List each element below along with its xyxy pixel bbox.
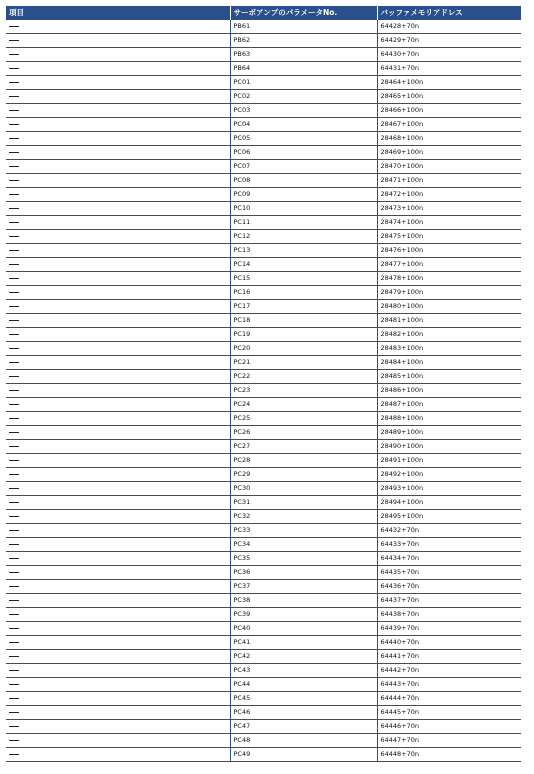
buffer-address-cell: 28468+100n <box>377 132 521 146</box>
buffer-address-cell: 28479+100n <box>377 286 521 300</box>
item-dash <box>9 740 19 741</box>
item-dash <box>9 418 19 419</box>
table-row <box>6 286 521 300</box>
table-row <box>6 90 521 104</box>
table-row <box>6 482 521 496</box>
buffer-address-cell: 64429+70n <box>377 34 521 48</box>
item-dash <box>9 530 19 531</box>
buffer-address-cell: 28471+100n <box>377 174 521 188</box>
buffer-address-cell: 28485+100n <box>377 370 521 384</box>
item-cell <box>6 300 230 314</box>
item-cell <box>6 622 230 636</box>
param-no-cell: PC34 <box>230 538 377 552</box>
table-row <box>6 692 521 706</box>
param-no-cell: PC27 <box>230 440 377 454</box>
table-row <box>6 734 521 748</box>
item-dash <box>9 68 19 69</box>
buffer-address-cell: 28478+100n <box>377 272 521 286</box>
buffer-address-cell: 28470+100n <box>377 160 521 174</box>
buffer-address-cell: 64440+70n <box>377 636 521 650</box>
table-row <box>6 216 521 230</box>
buffer-address-cell: 64442+70n <box>377 664 521 678</box>
table-row <box>6 594 521 608</box>
buffer-address-cell: 28486+100n <box>377 384 521 398</box>
item-dash <box>9 726 19 727</box>
item-cell <box>6 608 230 622</box>
buffer-address-cell: 28473+100n <box>377 202 521 216</box>
table-header-row <box>6 6 521 20</box>
buffer-address-cell: 64446+70n <box>377 720 521 734</box>
item-cell <box>6 566 230 580</box>
param-no-cell: PC20 <box>230 342 377 356</box>
item-cell <box>6 202 230 216</box>
buffer-address-cell: 28464+100n <box>377 76 521 90</box>
table-row <box>6 342 521 356</box>
param-no-cell: PC25 <box>230 412 377 426</box>
table-row <box>6 496 521 510</box>
buffer-address-cell: 28465+100n <box>377 90 521 104</box>
table-row <box>6 160 521 174</box>
item-dash <box>9 334 19 335</box>
param-no-cell: PC30 <box>230 482 377 496</box>
item-cell <box>6 328 230 342</box>
item-dash <box>9 544 19 545</box>
table-row <box>6 188 521 202</box>
param-no-cell: PC15 <box>230 272 377 286</box>
buffer-address-cell: 28480+100n <box>377 300 521 314</box>
table-row <box>6 314 521 328</box>
item-cell <box>6 706 230 720</box>
item-cell <box>6 496 230 510</box>
table-row <box>6 566 521 580</box>
item-dash <box>9 40 19 41</box>
param-no-cell: PB61 <box>230 20 377 34</box>
item-cell <box>6 230 230 244</box>
item-dash <box>9 712 19 713</box>
item-cell <box>6 664 230 678</box>
table-row <box>6 664 521 678</box>
table-row <box>6 174 521 188</box>
item-dash <box>9 446 19 447</box>
buffer-address-cell: 28476+100n <box>377 244 521 258</box>
param-no-cell: PC12 <box>230 230 377 244</box>
item-dash <box>9 26 19 27</box>
buffer-address-cell: 64437+70n <box>377 594 521 608</box>
table-row <box>6 370 521 384</box>
buffer-address-cell: 64432+70n <box>377 524 521 538</box>
param-no-cell: PC48 <box>230 734 377 748</box>
item-cell <box>6 580 230 594</box>
table-row <box>6 524 521 538</box>
item-dash <box>9 82 19 83</box>
item-cell <box>6 160 230 174</box>
table-row <box>6 328 521 342</box>
table-row <box>6 510 521 524</box>
item-dash <box>9 558 19 559</box>
item-cell <box>6 650 230 664</box>
table-row <box>6 678 521 692</box>
item-cell <box>6 636 230 650</box>
param-no-cell: PC44 <box>230 678 377 692</box>
param-no-cell: PC11 <box>230 216 377 230</box>
table-row <box>6 720 521 734</box>
item-cell <box>6 244 230 258</box>
param-no-cell: PC16 <box>230 286 377 300</box>
item-cell <box>6 146 230 160</box>
param-no-cell: PC02 <box>230 90 377 104</box>
param-no-cell: PC39 <box>230 608 377 622</box>
table-row <box>6 552 521 566</box>
item-cell <box>6 20 230 34</box>
item-cell <box>6 62 230 76</box>
param-no-cell: PB64 <box>230 62 377 76</box>
buffer-address-cell: 64433+70n <box>377 538 521 552</box>
item-cell <box>6 692 230 706</box>
buffer-address-cell: 28474+100n <box>377 216 521 230</box>
table-row <box>6 244 521 258</box>
table-row <box>6 62 521 76</box>
item-cell <box>6 48 230 62</box>
param-no-cell: PC09 <box>230 188 377 202</box>
item-dash <box>9 572 19 573</box>
item-cell <box>6 524 230 538</box>
buffer-address-cell: 28492+100n <box>377 468 521 482</box>
table-row <box>6 580 521 594</box>
param-no-cell: PC05 <box>230 132 377 146</box>
table-row <box>6 636 521 650</box>
param-no-cell: PC03 <box>230 104 377 118</box>
buffer-address-cell: 28484+100n <box>377 356 521 370</box>
item-cell <box>6 384 230 398</box>
buffer-address-cell: 28494+100n <box>377 496 521 510</box>
buffer-address-cell: 28491+100n <box>377 454 521 468</box>
item-dash <box>9 250 19 251</box>
header-buffer-memory-address: バッファメモリアドレス <box>377 6 521 20</box>
buffer-address-cell: 64428+70n <box>377 20 521 34</box>
param-no-cell: PC06 <box>230 146 377 160</box>
param-no-cell: PC35 <box>230 552 377 566</box>
param-no-cell: PC33 <box>230 524 377 538</box>
item-dash <box>9 208 19 209</box>
table-row <box>6 454 521 468</box>
buffer-address-cell: 28493+100n <box>377 482 521 496</box>
item-cell <box>6 174 230 188</box>
item-cell <box>6 440 230 454</box>
table-row <box>6 300 521 314</box>
table-row <box>6 48 521 62</box>
item-cell <box>6 216 230 230</box>
table-row <box>6 202 521 216</box>
item-dash <box>9 502 19 503</box>
item-cell <box>6 510 230 524</box>
table-row <box>6 440 521 454</box>
parameter-address-table <box>6 6 521 762</box>
table-row <box>6 258 521 272</box>
item-dash <box>9 138 19 139</box>
item-dash <box>9 180 19 181</box>
item-dash <box>9 656 19 657</box>
param-no-cell: PC22 <box>230 370 377 384</box>
item-dash <box>9 166 19 167</box>
item-cell <box>6 678 230 692</box>
item-cell <box>6 104 230 118</box>
param-no-cell: PC24 <box>230 398 377 412</box>
param-no-cell: PC31 <box>230 496 377 510</box>
item-dash <box>9 152 19 153</box>
param-no-cell: PC36 <box>230 566 377 580</box>
param-no-cell: PC14 <box>230 258 377 272</box>
item-dash <box>9 474 19 475</box>
table-row <box>6 622 521 636</box>
table-row <box>6 650 521 664</box>
table-row <box>6 538 521 552</box>
item-dash <box>9 362 19 363</box>
buffer-address-cell: 64438+70n <box>377 608 521 622</box>
item-cell <box>6 118 230 132</box>
item-dash <box>9 684 19 685</box>
param-no-cell: PC38 <box>230 594 377 608</box>
buffer-address-cell: 28467+100n <box>377 118 521 132</box>
param-no-cell: PC21 <box>230 356 377 370</box>
item-cell <box>6 468 230 482</box>
table-row <box>6 608 521 622</box>
table-row <box>6 398 521 412</box>
table-row <box>6 118 521 132</box>
table-row <box>6 748 521 762</box>
item-cell <box>6 426 230 440</box>
buffer-address-cell: 64435+70n <box>377 566 521 580</box>
param-no-cell: PC45 <box>230 692 377 706</box>
table-row <box>6 146 521 160</box>
buffer-address-cell: 64444+70n <box>377 692 521 706</box>
item-cell <box>6 272 230 286</box>
param-no-cell: PC17 <box>230 300 377 314</box>
param-no-cell: PC01 <box>230 76 377 90</box>
item-dash <box>9 754 19 755</box>
table-row <box>6 132 521 146</box>
header-servo-param-no: サーボアンプのパラメータNo. <box>230 6 377 20</box>
item-cell <box>6 90 230 104</box>
table-row <box>6 356 521 370</box>
item-cell <box>6 132 230 146</box>
param-no-cell: PC07 <box>230 160 377 174</box>
buffer-address-cell: 28466+100n <box>377 104 521 118</box>
item-cell <box>6 34 230 48</box>
table-row <box>6 230 521 244</box>
item-dash <box>9 110 19 111</box>
item-dash <box>9 642 19 643</box>
item-dash <box>9 96 19 97</box>
param-no-cell: PC19 <box>230 328 377 342</box>
table-row <box>6 104 521 118</box>
item-dash <box>9 586 19 587</box>
item-cell <box>6 594 230 608</box>
item-dash <box>9 698 19 699</box>
item-dash <box>9 628 19 629</box>
table-row <box>6 412 521 426</box>
param-no-cell: PC28 <box>230 454 377 468</box>
table-row <box>6 34 521 48</box>
item-cell <box>6 314 230 328</box>
buffer-address-cell: 28483+100n <box>377 342 521 356</box>
item-dash <box>9 124 19 125</box>
item-cell <box>6 734 230 748</box>
buffer-address-cell: 64431+70n <box>377 62 521 76</box>
param-no-cell: PC13 <box>230 244 377 258</box>
item-dash <box>9 670 19 671</box>
buffer-address-cell: 28487+100n <box>377 398 521 412</box>
item-cell <box>6 356 230 370</box>
item-dash <box>9 460 19 461</box>
param-no-cell: PC37 <box>230 580 377 594</box>
item-cell <box>6 748 230 762</box>
buffer-address-cell: 28490+100n <box>377 440 521 454</box>
param-no-cell: PC46 <box>230 706 377 720</box>
param-no-cell: PC41 <box>230 636 377 650</box>
buffer-address-cell: 64439+70n <box>377 622 521 636</box>
item-cell <box>6 720 230 734</box>
buffer-address-cell: 64436+70n <box>377 580 521 594</box>
item-cell <box>6 370 230 384</box>
item-dash <box>9 488 19 489</box>
param-no-cell: PC40 <box>230 622 377 636</box>
header-item: 項目 <box>6 6 230 20</box>
buffer-address-cell: 64447+70n <box>377 734 521 748</box>
table-row <box>6 20 521 34</box>
param-no-cell: PC47 <box>230 720 377 734</box>
table-row <box>6 272 521 286</box>
buffer-address-cell: 28495+100n <box>377 510 521 524</box>
item-dash <box>9 516 19 517</box>
buffer-address-cell: 28477+100n <box>377 258 521 272</box>
buffer-address-cell: 64443+70n <box>377 678 521 692</box>
item-cell <box>6 454 230 468</box>
param-no-cell: PC23 <box>230 384 377 398</box>
table-row <box>6 76 521 90</box>
item-dash <box>9 390 19 391</box>
param-no-cell: PC10 <box>230 202 377 216</box>
buffer-address-cell: 64441+70n <box>377 650 521 664</box>
param-no-cell: PC42 <box>230 650 377 664</box>
buffer-address-cell: 28488+100n <box>377 412 521 426</box>
item-cell <box>6 398 230 412</box>
buffer-address-cell: 28472+100n <box>377 188 521 202</box>
item-dash <box>9 348 19 349</box>
buffer-address-cell: 64430+70n <box>377 48 521 62</box>
item-cell <box>6 342 230 356</box>
param-no-cell: PC49 <box>230 748 377 762</box>
buffer-address-cell: 28489+100n <box>377 426 521 440</box>
table <box>6 6 521 762</box>
buffer-address-cell: 28469+100n <box>377 146 521 160</box>
item-cell <box>6 188 230 202</box>
item-cell <box>6 76 230 90</box>
item-dash <box>9 404 19 405</box>
item-cell <box>6 482 230 496</box>
item-dash <box>9 222 19 223</box>
param-no-cell: PB62 <box>230 34 377 48</box>
item-dash <box>9 376 19 377</box>
param-no-cell: PC43 <box>230 664 377 678</box>
table-row <box>6 384 521 398</box>
item-dash <box>9 306 19 307</box>
table-row <box>6 426 521 440</box>
item-dash <box>9 432 19 433</box>
item-cell <box>6 412 230 426</box>
param-no-cell: PC29 <box>230 468 377 482</box>
table-row <box>6 706 521 720</box>
item-dash <box>9 614 19 615</box>
item-dash <box>9 194 19 195</box>
table-row <box>6 468 521 482</box>
item-dash <box>9 54 19 55</box>
param-no-cell: PC08 <box>230 174 377 188</box>
item-cell <box>6 258 230 272</box>
item-dash <box>9 292 19 293</box>
item-cell <box>6 286 230 300</box>
param-no-cell: PC04 <box>230 118 377 132</box>
buffer-address-cell: 64448+70n <box>377 748 521 762</box>
buffer-address-cell: 28481+100n <box>377 314 521 328</box>
item-dash <box>9 264 19 265</box>
param-no-cell: PB63 <box>230 48 377 62</box>
item-dash <box>9 236 19 237</box>
item-cell <box>6 552 230 566</box>
buffer-address-cell: 28475+100n <box>377 230 521 244</box>
item-dash <box>9 320 19 321</box>
item-cell <box>6 538 230 552</box>
buffer-address-cell: 64445+70n <box>377 706 521 720</box>
item-dash <box>9 278 19 279</box>
param-no-cell: PC18 <box>230 314 377 328</box>
param-no-cell: PC26 <box>230 426 377 440</box>
buffer-address-cell: 28482+100n <box>377 328 521 342</box>
param-no-cell: PC32 <box>230 510 377 524</box>
item-dash <box>9 600 19 601</box>
buffer-address-cell: 64434+70n <box>377 552 521 566</box>
